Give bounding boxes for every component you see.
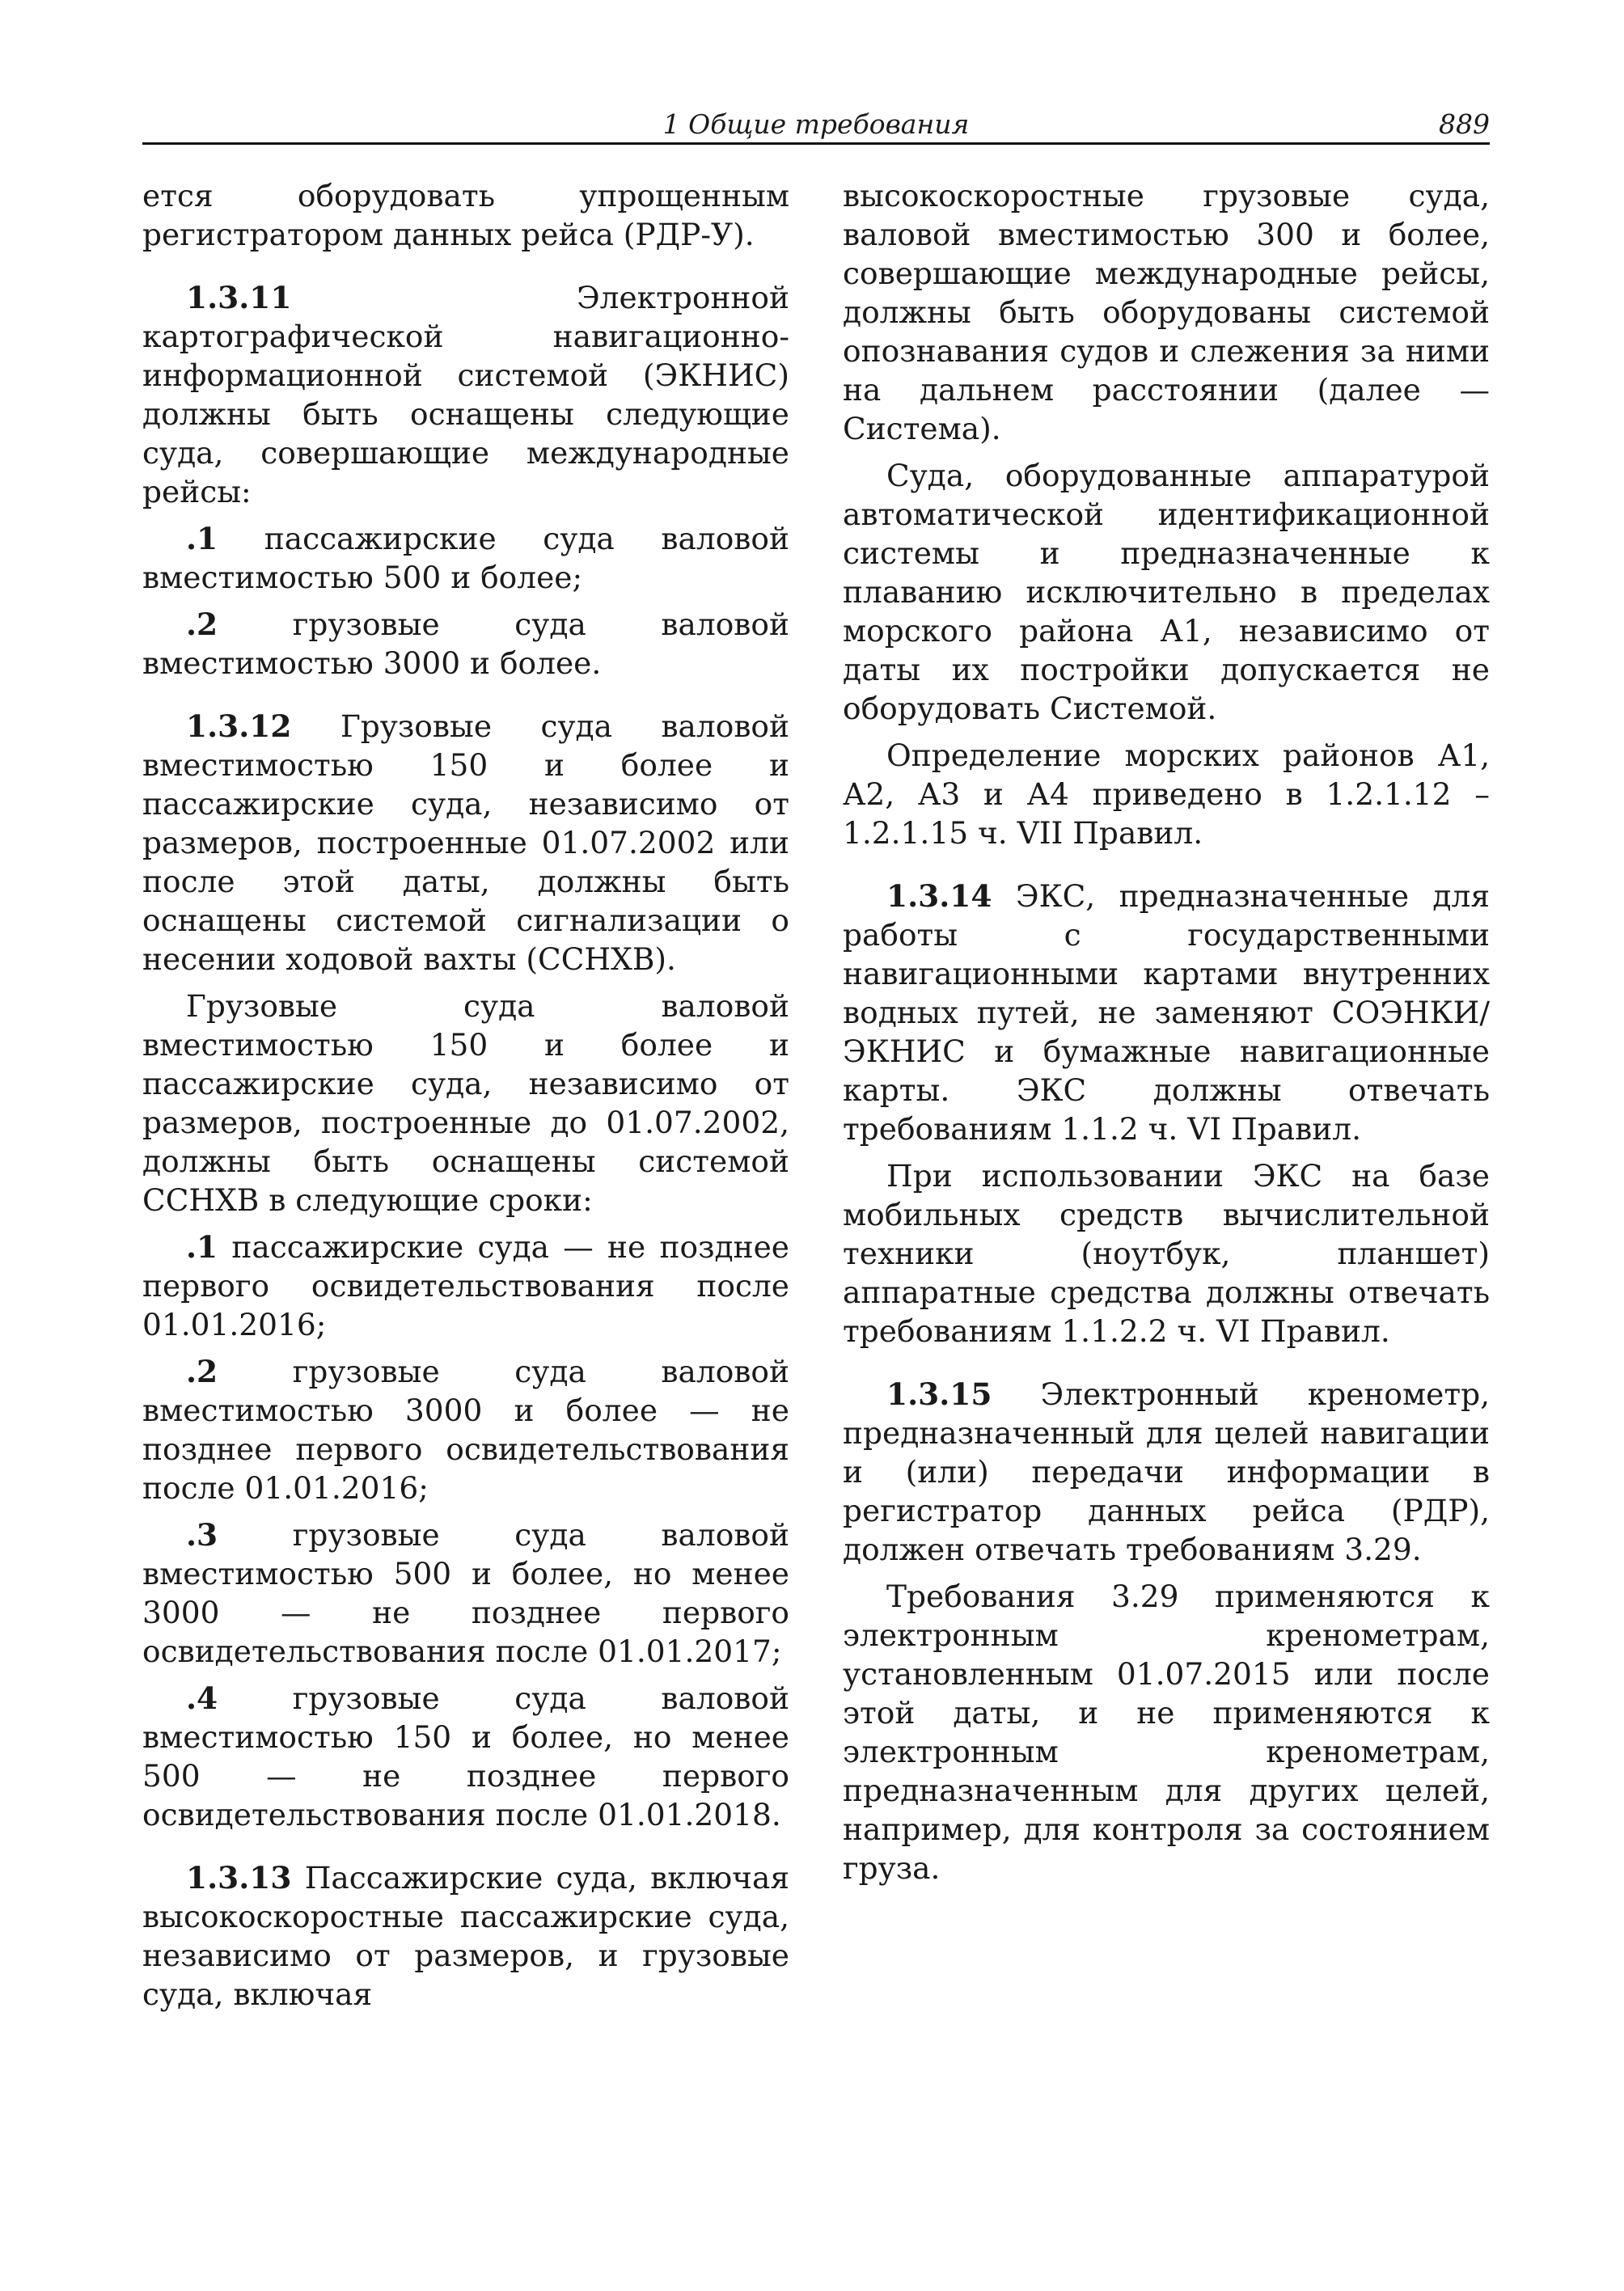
section-1-3-15: [843, 1375, 1490, 1569]
section-1-3-11: [142, 278, 789, 511]
running-header: [142, 102, 1490, 145]
paragraph-continuation: ется оборудовать упрощенным регистратором данных рейса (РДР-У).: [142, 178, 789, 252]
item-number: .4: [186, 1680, 218, 1716]
item-number: .2: [186, 607, 218, 642]
section-text: Электронной картографической навигационно-информационной системой (ЭКНИС) должны быть оснащены следующие суда, совершающие международные рейсы:: [142, 280, 789, 509]
section-text: Электронный кренометр, предназначенный для целей навигации и (или) передачи информации в регистратор данных рейса (РДР), должен отвечать требованиям 3.29.: [843, 1376, 1490, 1567]
list-item: [142, 1352, 789, 1507]
list-item: [142, 519, 789, 597]
item-text: грузовые суда валовой вместимостью 3000 и более.: [142, 607, 789, 681]
item-number: .1: [186, 1229, 218, 1265]
item-number: .2: [186, 1354, 218, 1389]
section-1-3-13: [142, 1858, 789, 2014]
section-number: 1.3.15: [886, 1376, 992, 1412]
section-number: 1.3.11: [186, 280, 292, 315]
section-1-3-12: [142, 707, 789, 979]
page-number: 889: [1439, 108, 1490, 140]
paragraph: При использовании ЭКС на базе мобильных средств вычислительной техники (ноутбук, планшет) аппаратные средства должны отвечать требованиям 1.1.2.2 ч. VI Правил.: [843, 1158, 1490, 1349]
list-item: [142, 605, 789, 683]
list-item: [142, 1515, 789, 1671]
paragraph-continuation: высокоскоростные грузовые суда, валовой вместимостью 300 и более, совершающие международные рейсы, должны быть оборудованы системой опознавания судов и слежения за ними на дальнем расстоянии (далее — Система).: [843, 178, 1490, 446]
paragraph: Грузовые суда валовой вместимостью 150 и более и пассажирские суда, независимо от размеров, построенные до 01.07.2002, должны быть оснащены системой ССНХВ в следующие сроки:: [142, 988, 789, 1218]
item-text: пассажирские суда валовой вместимостью 500 и более;: [142, 521, 789, 595]
section-number: 1.3.13: [186, 1860, 292, 1896]
item-text: грузовые суда валовой вместимостью 3000 и более — не позднее первого освидетельствования после 01.01.2016;: [142, 1354, 789, 1506]
section-text: Грузовые суда валовой вместимостью 150 и более и пассажирские суда, независимо от размеров, построенные 01.07.2002 или после этой даты, должны быть оснащены системой сигнализации о несении ходовой вахты (ССНХВ).: [142, 708, 789, 977]
section-number: 1.3.12: [186, 708, 292, 744]
paragraph: Определение морских районов А1, А2, А3 и А4 приведено в 1.2.1.12 – 1.2.1.15 ч. VII Правил.: [843, 738, 1490, 851]
item-text: грузовые суда валовой вместимостью 500 и более, но менее 3000 — не позднее первого освидетельствования после 01.01.2017;: [142, 1517, 789, 1669]
section-text: Пассажирские суда, включая высокоскоростные пассажирские суда, независимо от размеров, и грузовые суда, включая: [142, 1860, 789, 2012]
list-item: [142, 1228, 789, 1344]
item-number: .3: [186, 1517, 218, 1553]
left-column: [142, 176, 789, 2022]
paragraph: Требования 3.29 применяются к электронным кренометрам, установленным 01.07.2015 или после этой даты, и не применяются к электронным кренометрам, предназначенным для других целей, например, для контроля за состоянием груза.: [843, 1579, 1490, 1886]
right-column: [843, 176, 1490, 1896]
chapter-title: 1 Общие требования: [662, 108, 970, 140]
section-text: ЭКС, предназначенные для работы с государственными навигационными картами внутренних водных путей, не заменяют СОЭНКИ/ЭКНИС и бумажные навигационные карты. ЭКС должны отвечать требованиям 1.1.2 ч. VI Правил.: [843, 878, 1490, 1147]
list-item: [142, 1679, 789, 1834]
paragraph: Суда, оборудованные аппаратурой автоматической идентификационной системы и предназначенные к плаванию исключительно в пределах морского района А1, независимо от даты их постройки допускается не оборудовать Системой.: [843, 458, 1490, 726]
section-1-3-14: [843, 877, 1490, 1148]
section-number: 1.3.14: [886, 878, 992, 914]
item-number: .1: [186, 521, 218, 556]
item-text: грузовые суда валовой вместимостью 150 и более, но менее 500 — не позднее первого освидетельствования после 01.01.2018.: [142, 1680, 789, 1832]
item-text: пассажирские суда — не позднее первого освидетельствования после 01.01.2016;: [142, 1229, 789, 1342]
